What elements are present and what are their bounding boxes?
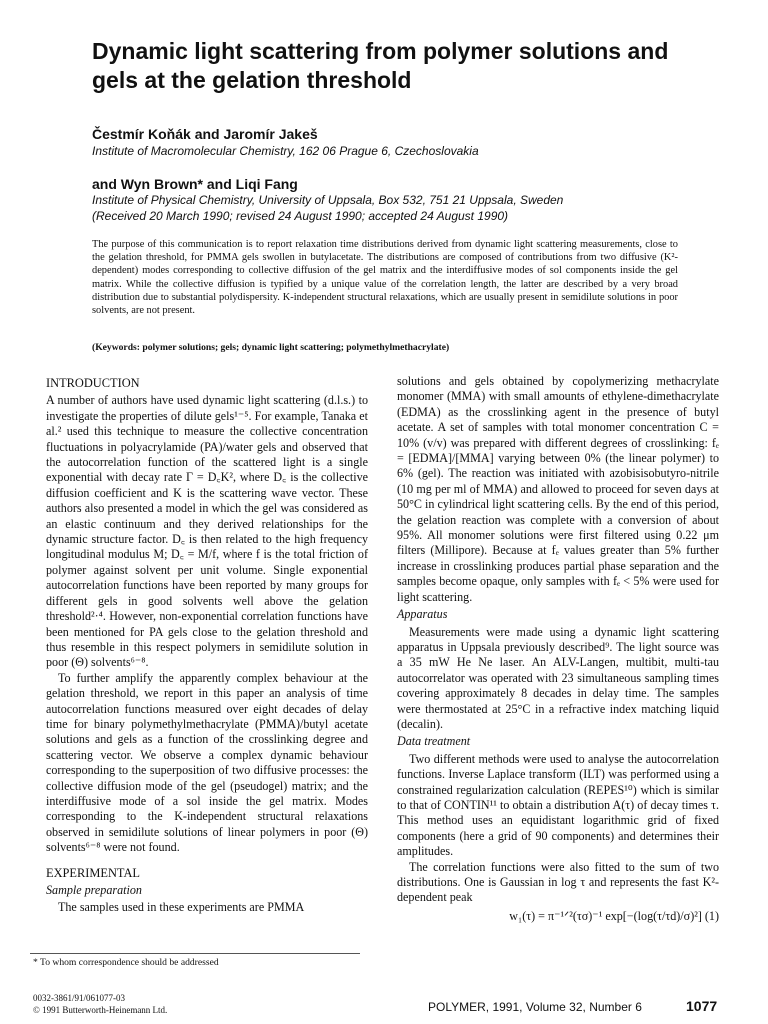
issn-block [33, 992, 167, 1016]
copyright: © 1991 Butterworth-Heinemann Ltd. [33, 1005, 168, 1015]
section-heading-experimental: EXPERIMENTAL [46, 865, 140, 880]
authors-line-2: and Wyn Brown* and Liqi Fang [92, 176, 298, 192]
affiliation-2: Institute of Physical Chemistry, University of Uppsala, Box 532, 751 21 Uppsala, Sweden [92, 193, 564, 207]
affiliation-1: Institute of Macromolecular Chemistry, 162 06 Prague 6, Czechoslovakia [92, 144, 479, 158]
left-column [46, 374, 368, 916]
authors-line-1: Čestmír Koňák and Jaromír Jakeš [92, 126, 318, 142]
received-dates: (Received 20 March 1990; revised 24 August 1990; accepted 24 August 1990) [92, 209, 509, 223]
right-column [397, 374, 719, 924]
running-footer: POLYMER, 1991, Volume 32, Number 6 [428, 1000, 642, 1014]
footnote: * To whom correspondence should be addressed [33, 957, 219, 968]
apparatus-paragraph: Measurements were made using a dynamic light scattering apparatus in Uppsala previously described⁹. The light source was a 35 mW He Ne laser. An ALV-Langen, multibit, multi-tau autocorrelator was operated with 23 simultaneous sampling times covering approximately 8 decades in delay time. The samples were thermostated at 25°C in a refractive index matching liquid (decalin). [397, 624, 719, 731]
footnote-divider [30, 953, 360, 954]
experimental-paragraph-2: solutions and gels obtained by copolymerizing methacrylate monomer (MMA) with small amounts of ethylene-dimethacrylate (EDMA) as the crosslinking agent in the presence of butyl acetate. A set of samples with total monomer concentration C = 10% (v/v) was prepared with different degrees of crosslinking: fₑ = [EDMA]/[MMA] varying between 0% (the linear polymer) to 6% (gel). The reaction was initiated with azobisisobutyro-nitrile (10 mg per ml of MMA) and allowed to proceed for seven days at 50°C in cylindrical light scattering cells. By the end of this period, the gelation reaction was complete with a conversion of about 95%. All monomer solutions were first filtered using 0.22 μm filters (Millipore). Because at fₑ values greater than 5% further increase in crosslinking produces partial phase separation and the samples become opaque, only samples with fₑ < 5% were used for light scattering. [397, 374, 719, 604]
page-number: 1077 [686, 998, 718, 1014]
data-treatment-paragraph-2: The correlation functions were also fitted to the sum of two distributions. One is Gaussian in log τ and represents the fast K²-dependent peak [397, 859, 719, 905]
keywords: (Keywords: polymer solutions; gels; dynamic light scattering; polymethylmethacrylate) [92, 342, 450, 353]
experimental-paragraph-1: The samples used in these experiments are PMMA [58, 900, 305, 915]
subsection-apparatus: Apparatus [397, 607, 448, 622]
abstract: The purpose of this communication is to report relaxation time distributions derived from dynamic light scattering measurements, close to the gelation threshold, for PMMA gels swollen in butylacetate. The distributions are composed of contributions from two diffusive (K²-dependent) modes corresponding to collective diffusion of the gel matrix and the interdiffusive modes of sol components inside the gel matrix. While the collective diffusion is typified by a unique value of the correlation length, the latter are described by a very broad distribution due to substantial polydispersity. K-independent structural relaxations, which are usually present in semidilute solutions in poor solvents, are not present. [92, 239, 678, 317]
subsection-data-treatment: Data treatment [397, 734, 471, 749]
data-treatment-paragraph-1: Two different methods were used to analyse the autocorrelation functions. Inverse Laplace transform (ILT) was performed using a constrained regularization calculation (REPES¹⁰) which is similar to that of CONTIN¹¹ to obtain a distribution A(τ) of decay times τ. This method uses an equidistant logarithmic grid of fixed components (here a grid of 90 components) and determines their amplitudes. [397, 751, 719, 859]
subsection-sample-preparation: Sample preparation [46, 883, 142, 897]
equation-1: w₁(τ) = π⁻¹ᐟ²(τσ)⁻¹ exp[−(log(τ/τd)/σ)²] (1) [509, 908, 719, 923]
issn-code: 0032-3861/91/061077-03 [33, 993, 125, 1003]
section-heading-introduction: INTRODUCTION [46, 376, 140, 390]
article-title: Dynamic light scattering from polymer solutions and gels at the gelation threshold [92, 38, 669, 93]
intro-paragraph-2: To further amplify the apparently complex behaviour at the gelation threshold, we report in this paper an analysis of time autocorrelation functions measured over eight decades of delay time for binary polymethylmethacrylate (PMMA)/butyl acetate solutions and gels as a function of the crosslinking degree and scattering vector. We observe a complex dynamic behaviour corresponding to the superposition of two diffusive processes: the collective diffusion mode of the gel (pseudogel) matrix; and the interdiffusive mode of a sol inside the gel matrix. Modes corresponding to the K-independent structural relaxations observed in semidilute solutions of linear polymers in poor (Θ) solvents⁶⁻⁸ were not found. [46, 670, 368, 855]
intro-paragraph-1: A number of authors have used dynamic light scattering (d.l.s.) to investigate the properties of dilute gels¹⁻⁵. For example, Tanaka et al.² used this technique to measure the collective concentration fluctuations in polyacrylamide (PA)/water gels and observed that the autocorrelation function of the scattered light is a single exponential with decay rate Γ = D꜀K², where D꜀ is the collective diffusion coefficient and K is the scattering wave vector. These authors also presented a model in which the gel was considered as an elastic continuum and they derived relationships for the dynamic structure factor. D꜀ is then related to the high frequency longitudinal modulus M; D꜀ = M/f, where f is the total friction of polymer against solvent per unit volume. Single exponential autocorrelation functions have been reported by many groups for different gels in good solvents well above the gelation threshold²·⁴. However, non-exponential correlation functions have been mentioned for PA gels close to the gelation threshold and thus resemble in this respect polymers in semidilute solution in poor (Θ) solvents⁶⁻⁸. [46, 393, 368, 670]
